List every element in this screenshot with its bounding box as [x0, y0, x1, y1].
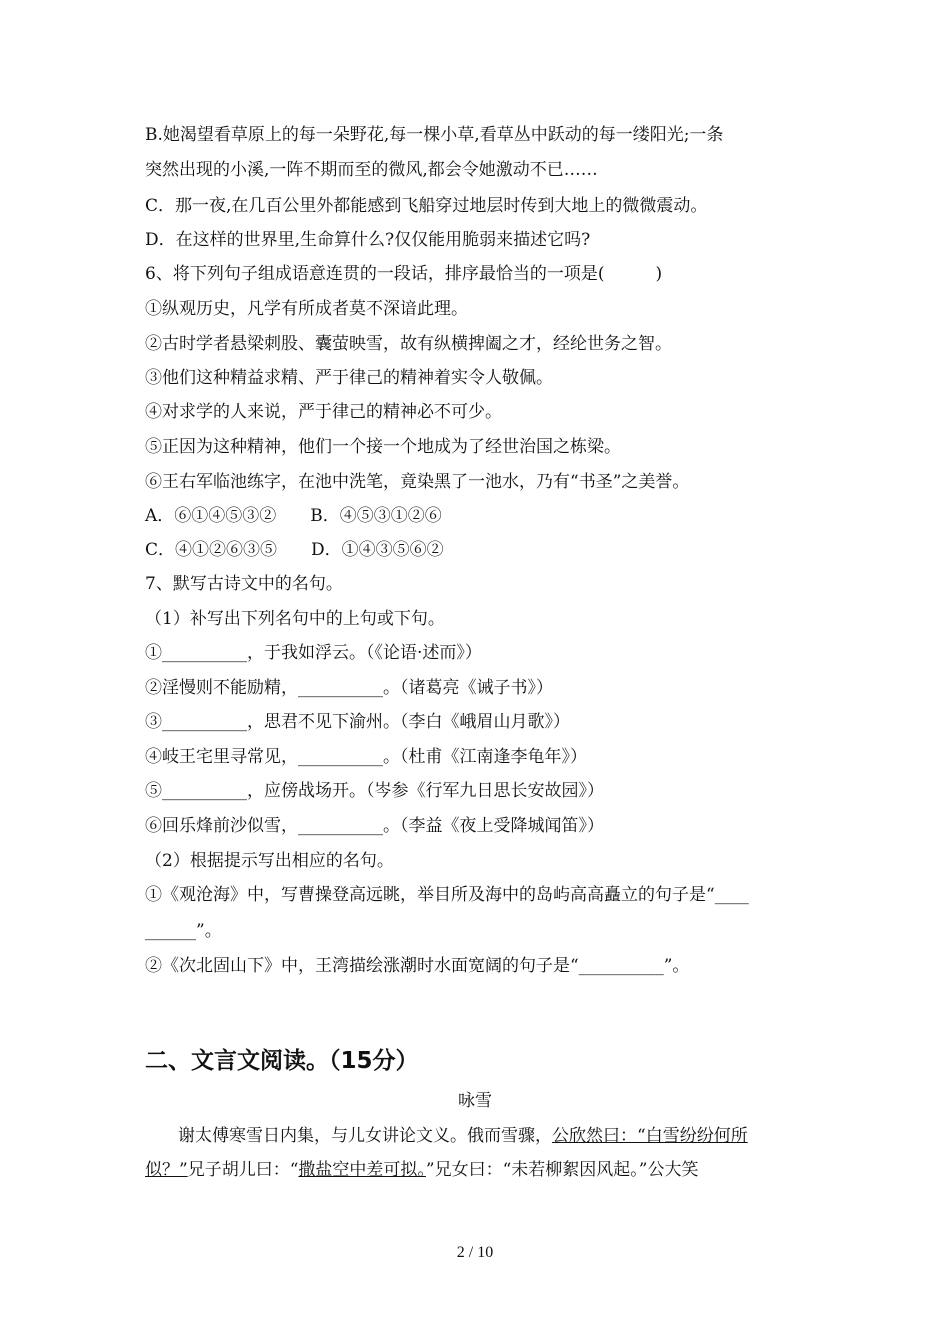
options-cd: C．④①②⑥③⑤ D．①④③⑤⑥② — [145, 540, 444, 560]
fill-item-4: ④岐王宅里寻常见，__________。（杜甫《江南逢李龟年》） — [145, 747, 587, 767]
option-c: C．那一夜,在几百公里外都能感到飞船穿过地层时传到大地上的微微震动。 — [145, 196, 708, 216]
option-b-line-1: B.她渴望看草原上的每一朵野花,每一棵小草,看草丛中跃动的每一缕阳光;一条 — [145, 125, 724, 145]
fill-item-2: ②淫慢则不能励精，__________。（诸葛亮《诫子书》） — [145, 678, 553, 698]
passage-text: 兄子胡儿曰：“ — [187, 1160, 299, 1180]
passage-line-1 — [178, 1125, 748, 1147]
prompt-item-1-line-2: ______”。 — [145, 921, 222, 941]
option-b-line-2: 突然出现的小溪,一阵不期而至的微风,都会令她激动不已…… — [145, 160, 598, 180]
underlined-quote: 撒盐空中差可拟。 — [298, 1160, 426, 1180]
question-7-part-2: （2）根据提示写出相应的名句。 — [145, 851, 394, 871]
fill-item-6: ⑥回乐烽前沙似雪，__________。（李益《夜上受降城闻笛》） — [145, 816, 604, 836]
passage-text: ”兄女曰：“未若柳絮因风起。”公大笑 — [425, 1160, 699, 1180]
question-6: 6、将下列句子组成语意连贯的一段话，排序最恰当的一项是( ) — [145, 264, 663, 284]
prompt-item-2: ②《次北固山下》中，王湾描绘涨潮时水面宽阔的句子是“__________”。 — [145, 956, 690, 976]
sentence-6: ⑥王右军临池练字，在池中洗笔，竟染黑了一池水，乃有“书圣”之美誉。 — [145, 472, 690, 492]
sentence-4: ④对求学的人来说，严于律己的精神必不可少。 — [145, 402, 502, 422]
sentence-5: ⑤正因为这种精神，他们一个接一个地成为了经世治国之栋梁。 — [145, 437, 621, 457]
passage-text: 谢太傅寒雪日内集，与儿女讲论文义。俄而雪骤， — [178, 1126, 552, 1146]
page-number: 2 / 10 — [456, 1244, 494, 1261]
sentence-2: ②古时学者悬梁刺股、囊萤映雪，故有纵横捭阖之才，经纶世务之智。 — [145, 334, 672, 354]
fill-item-3: ③__________，思君不见下渝州。（李白《峨眉山月歌》） — [145, 712, 570, 732]
passage-line-2 — [145, 1159, 698, 1181]
passage-title: 咏雪 — [458, 1091, 492, 1111]
options-ab: A．⑥①④⑤③② B．④⑤③①②⑥ — [145, 506, 442, 526]
fill-item-1: ①__________，于我如浮云。（《论语·述而》） — [145, 643, 482, 663]
question-7: 7、默写古诗文中的名句。 — [145, 574, 343, 594]
fill-item-5: ⑤__________，应傍战场开。（岑参《行军九日思长安故园》） — [145, 781, 604, 801]
question-7-part-1: （1）补写出下列名句中的上句或下句。 — [145, 609, 445, 629]
sentence-1: ①纵观历史，凡学有所成者莫不深谙此理。 — [145, 299, 468, 319]
prompt-item-1-line-1: ①《观沧海》中，写曹操登高远眺，举目所及海中的岛屿高高矗立的句子是“____ — [145, 885, 749, 905]
underlined-quote: 公欣然曰：“白雪纷纷何所 — [552, 1126, 748, 1146]
underlined-quote: 似？” — [145, 1160, 188, 1180]
option-d: D．在这样的世界里,生命算什么?仅仅能用脆弱来描述它吗? — [145, 230, 591, 250]
section-heading: 二、文言文阅读。（15分） — [145, 1048, 419, 1074]
sentence-3: ③他们这种精益求精、严于律己的精神着实令人敬佩。 — [145, 368, 553, 388]
